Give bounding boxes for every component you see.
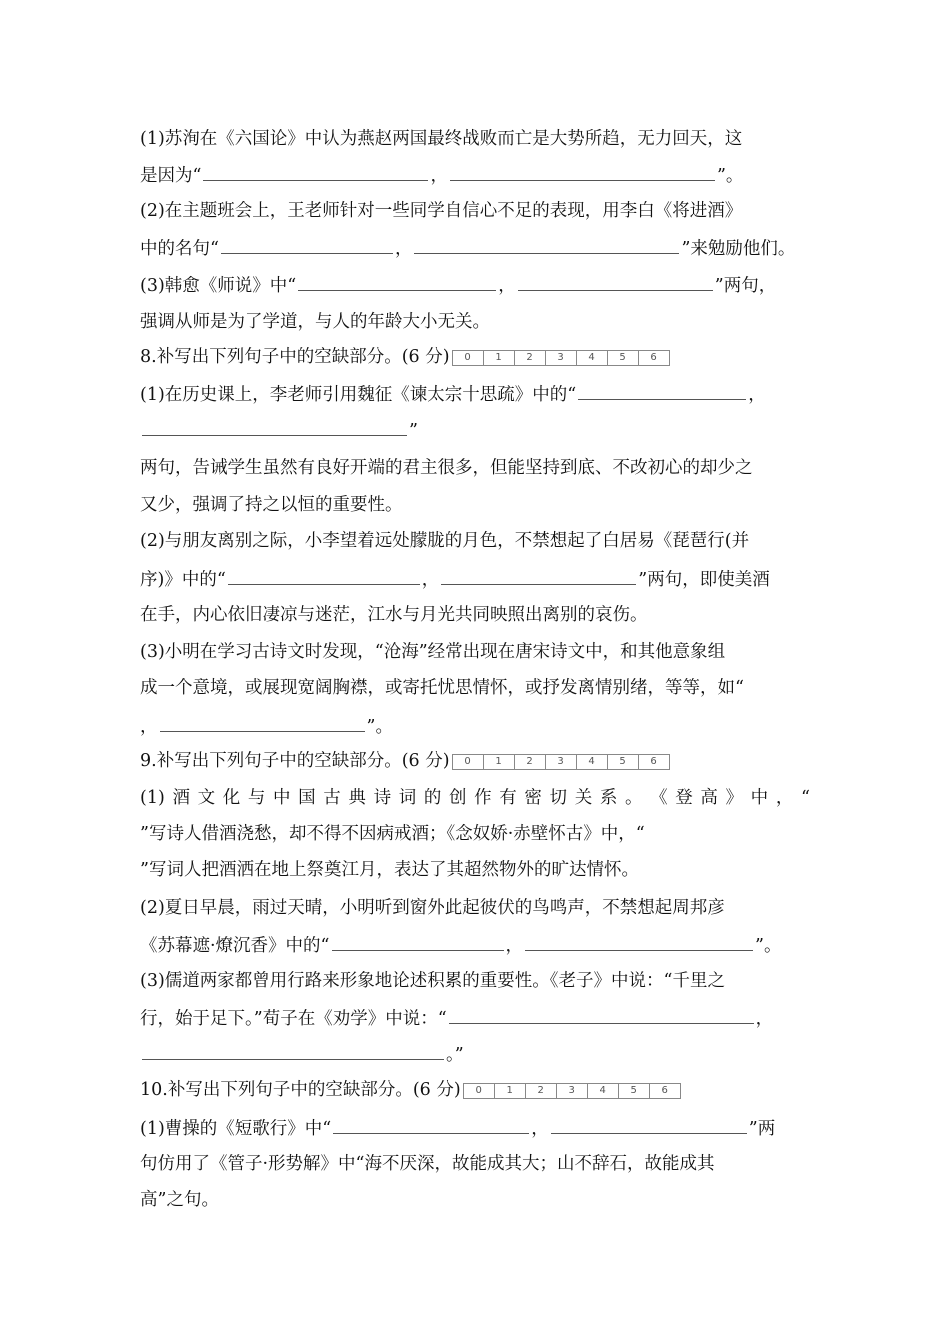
answer-blank[interactable] <box>450 162 715 181</box>
answer-blank[interactable] <box>578 381 746 400</box>
score-cell[interactable]: 5 <box>607 755 638 769</box>
q7-item2-line1: (2)在主题班会上，王老师针对一些同学自信心不足的表现，用李白《将进酒》 <box>140 201 743 221</box>
score-cell[interactable]: 2 <box>525 1084 556 1098</box>
score-cell[interactable]: 2 <box>514 755 545 769</box>
q10-item1-line1: (1)曹操的《短歌行》中“ ， ”两 <box>140 1115 810 1139</box>
q7-item3-line1: (3)韩愈《师说》中“ ， ”两句， <box>140 272 810 296</box>
q7-item3-line2: 强调从师是为了学道，与人的年龄大小无关。 <box>140 312 490 332</box>
q8-heading: 8.补写出下列句子中的空缺部分。(6 分) 0 1 2 3 4 5 6 <box>140 345 810 369</box>
q8-item3-line1: (3)小明在学习古诗文时发现，“沧海”经常出现在唐宋诗文中，和其他意象组 <box>140 642 726 662</box>
q8-item1-line3: 两句，告诫学生虽然有良好开端的君主很多，但能坚持到底、不改初心的却少之 <box>140 458 753 478</box>
q8-item1-line4: 又少，强调了持之以恒的重要性。 <box>140 495 403 515</box>
score-box <box>452 350 670 366</box>
q10-heading: 10.补写出下列句子中的空缺部分。(6 分) 0 1 2 3 4 5 6 <box>140 1078 810 1102</box>
q9-item3-line1: (3)儒道两家都曾用行路来形象地论述积累的重要性。《老子》中说：“千里之 <box>140 971 725 991</box>
score-cell[interactable]: 5 <box>618 1084 649 1098</box>
answer-blank[interactable] <box>414 235 679 254</box>
q8-item1-line2: ” <box>140 417 810 441</box>
answer-blank[interactable] <box>525 932 753 951</box>
q7-item1-line2: 是因为“ ， ”。 <box>140 162 810 186</box>
score-cell[interactable]: 3 <box>556 1084 587 1098</box>
q9-item2-line2: 《苏幕遮·燎沉香》中的“ ， ”。 <box>140 932 810 956</box>
score-cell[interactable]: 2 <box>514 351 545 365</box>
q9-heading: 9.补写出下列句子中的空缺部分。(6 分) 0 1 2 3 4 5 6 <box>140 749 810 773</box>
score-cell[interactable]: 6 <box>638 351 669 365</box>
q8-item1-line1: (1)在历史课上，李老师引用魏征《谏太宗十思疏》中的“ ， <box>140 381 810 405</box>
q9-item3-line3: 。” <box>140 1041 810 1065</box>
score-cell[interactable]: 1 <box>483 351 514 365</box>
q10-item1-line2: 句仿用了《管子·形势解》中“海不厌深，故能成其大；山不辞石，故能成其 <box>140 1154 715 1174</box>
answer-blank[interactable] <box>518 272 713 291</box>
score-cell[interactable]: 4 <box>576 755 607 769</box>
q7-item1-line1: (1)苏洵在《六国论》中认为燕赵两国最终战败而亡是大势所趋，无力回天，这 <box>140 129 743 149</box>
q9-item1-line3: ”写词人把酒洒在地上祭奠江月，表达了其超然物外的旷达情怀。 <box>140 860 639 880</box>
q7-item2-line2: 中的名句“ ， ”来勉励他们。 <box>140 235 810 259</box>
score-cell[interactable]: 0 <box>464 755 471 767</box>
answer-blank[interactable] <box>142 417 407 436</box>
answer-blank[interactable] <box>221 235 393 254</box>
q8-item2-line3: 在手，内心依旧凄凉与迷茫，江水与月光共同映照出离别的哀伤。 <box>140 605 648 625</box>
answer-blank[interactable] <box>228 566 420 585</box>
q9-item1-line2: ”写诗人借酒浇愁，却不得不因病戒酒；《念奴娇·赤壁怀古》中，“ <box>140 824 645 844</box>
score-cell[interactable]: 0 <box>475 1084 482 1096</box>
q8-item3-line3: ， ”。 <box>140 713 810 737</box>
score-cell[interactable]: 1 <box>483 755 514 769</box>
answer-blank[interactable] <box>160 713 365 732</box>
answer-blank[interactable] <box>142 1041 444 1060</box>
answer-blank[interactable] <box>332 932 504 951</box>
score-box <box>463 1083 681 1099</box>
answer-blank[interactable] <box>298 272 496 291</box>
answer-blank[interactable] <box>551 1115 747 1134</box>
score-box <box>452 754 670 770</box>
score-cell[interactable]: 6 <box>638 755 669 769</box>
score-cell[interactable]: 5 <box>607 351 638 365</box>
q9-item3-line2: 行，始于足下。”荀子在《劝学》中说：“ ， <box>140 1005 810 1029</box>
answer-blank[interactable] <box>203 162 428 181</box>
score-cell[interactable]: 3 <box>545 755 576 769</box>
q9-item1-line1: (1) 酒 文 化 与 中 国 古 典 诗 词 的 创 作 有 密 切 关 系 。 《 登 高 》 中 ， “ <box>140 788 810 808</box>
score-cell[interactable]: 1 <box>494 1084 525 1098</box>
q10-item1-line3: 高”之句。 <box>140 1190 219 1210</box>
q8-item3-line2: 成一个意境，或展现宽阔胸襟，或寄托忧思情怀，或抒发离情别绪，等等，如“ <box>140 678 744 698</box>
score-cell[interactable]: 6 <box>649 1084 680 1098</box>
answer-blank[interactable] <box>441 566 636 585</box>
score-cell[interactable]: 4 <box>576 351 607 365</box>
score-cell[interactable]: 3 <box>545 351 576 365</box>
q9-item2-line1: (2)夏日早晨，雨过天晴，小明听到窗外此起彼伏的鸟鸣声，不禁想起周邦彦 <box>140 898 725 918</box>
q8-item2-line1: (2)与朋友离别之际，小李望着远处朦胧的月色，不禁想起了白居易《琵琶行(并 <box>140 531 750 551</box>
answer-blank[interactable] <box>449 1005 754 1024</box>
score-cell[interactable]: 4 <box>587 1084 618 1098</box>
answer-blank[interactable] <box>333 1115 529 1134</box>
q8-item2-line2: 序)》中的“ ， ”两句，即使美酒 <box>140 566 810 590</box>
score-cell[interactable]: 0 <box>464 351 471 363</box>
